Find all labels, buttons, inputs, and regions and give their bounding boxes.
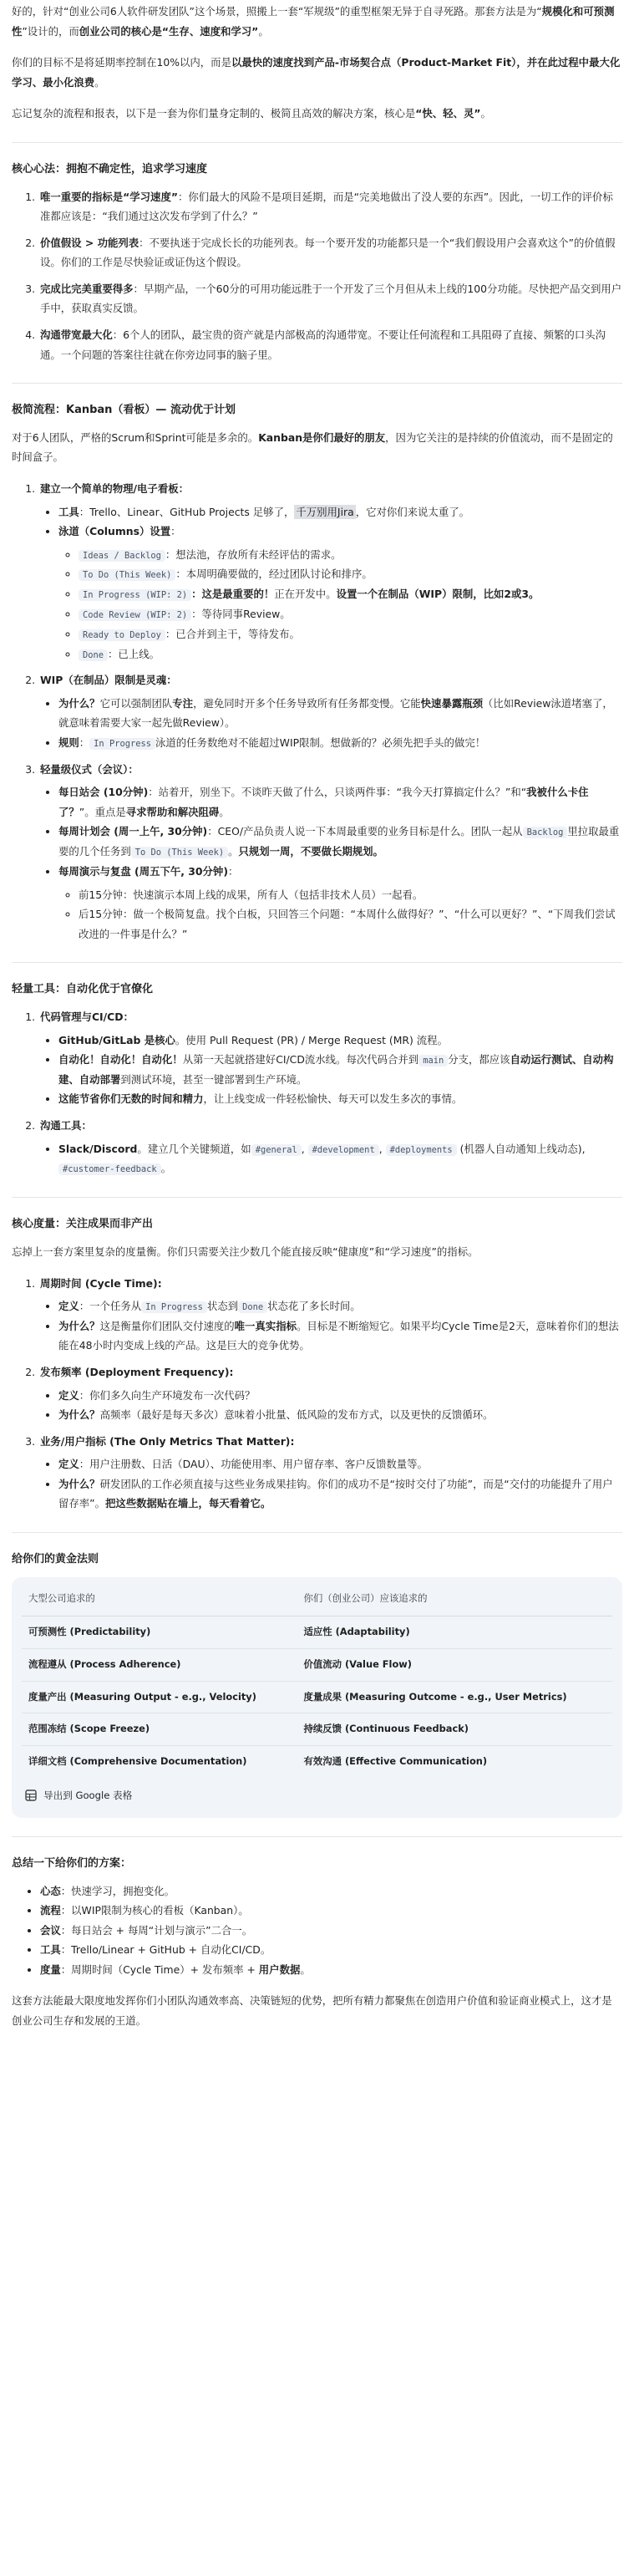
table-header: 大型公司追求的 <box>22 1582 297 1616</box>
list-item: • 为什么？研发团队的工作必须直接与这些业务成果挂钩。你们的成功不是“按时交付了功能”，而是“交付的功能提升了用户留存率”。把这些数据贴在墙上，每天看着它。 <box>58 1474 622 1514</box>
list-item: ◦ Done ：已上线。 <box>79 644 622 664</box>
export-label: 导出到 Google 表格 <box>43 1789 133 1801</box>
list-item: 1. 唯一重要的指标是“学习速度”：你们最大的风险不是项目延期，而是“完美地做出了没人要的东西”。因此，一切工作的评价标准都应该是：“我们通过这次发布学到了什么？” <box>38 187 622 227</box>
metrics-list <box>12 1274 622 1514</box>
intro-paragraph-1: 好的，针对“创业公司6人软件研发团队”这个场景，照搬上一套“军规级”的重型框架无异于自寻死路。那套方法是为“规模化和可预测性”设计的，而创业公司的核心是“生存、速度和学习”。 <box>12 5 615 38</box>
section-title: 给你们的黄金法则 <box>12 1552 99 1565</box>
list-item: • 度量：周期时间（Cycle Time）+ 发布频率 + 用户数据。 <box>40 1960 622 1980</box>
inline-code: main <box>418 1055 448 1067</box>
list-item: • 心态：快速学习，拥抱变化。 <box>40 1881 622 1901</box>
list-item: • 每周演示与复盘 (周五下午, 30分钟)： ◦ 前15分钟：快速演示本周上线的成果，所有人（包括非技术人员）一起看。 ◦ 后15分钟：做一个极简复盘。找个白板，只回答三个问题：“本周什么做得好？”、“什么可以更好？”、“下周我们尝试改进的一件事是什么？” <box>58 862 622 944</box>
list-item: • 定义：用户注册数、日活（DAU）、功能使用率、用户留存率、客户反馈数量等。 <box>58 1454 622 1474</box>
list-item: 1. 建立一个简单的物理/电子看板： • 工具：Trello、Linear、GitHub Projects 足够了， 千万别用Jira ，它对你们来说太重了。 • 泳道（Columns）设置： ◦ Ideas / Backlog ：想法池，存放所有未经评估的需求。 ◦ To Do (This Week) ：本周明确要做的，经过团队讨论和排序。 ◦ In Progress (WIP: 2) ：这是最重要的！正在开发中。设置一个在制品（WIP）限制，比如2或3。 ◦ Code Review (WIP: 2) ：等待同事Review。 ◦ Ready to Deploy ：已合并到主干，等待发布。 ◦ Done ：已上线。 <box>38 479 622 664</box>
closing-paragraph: 这套方法能最大限度地发挥你们小团队沟通效率高、决策链短的优势，把所有精力都聚焦在创造用户价值和验证商业模式上，这才是创业公司生存和发展的王道。 <box>12 1994 612 2027</box>
table-cell: 度量成果 (Measuring Outcome - e.g., User Metrics) <box>297 1681 612 1713</box>
metrics-intro: 忘掉上一套方案里复杂的度量衡。你们只需要关注少数几个能直接反映“健康度”和“学习速度”的指标。 <box>12 1245 479 1258</box>
section-title: 核心心法：拥抱不确定性，追求学习速度 <box>12 162 208 176</box>
list-item: • 工具：Trello/Linear + GitHub + 自动化CI/CD。 <box>40 1940 622 1960</box>
section-title: 轻量工具：自动化优于官僚化 <box>12 983 154 996</box>
section-metrics <box>12 1216 622 1514</box>
list-item: • 泳道（Columns）设置： ◦ Ideas / Backlog ：想法池，存放所有未经评估的需求。 ◦ To Do (This Week) ：本周明确要做的，经过团队讨论和排序。 ◦ In Progress (WIP: 2) ：这是最重要的！正在开发中。设置一个在制品（WIP）限制，比如2或3。 ◦ Code Review (WIP: 2) ：等待同事Review。 ◦ Ready to Deploy ：已合并到主干，等待发布。 ◦ Done ：已上线。 <box>58 522 622 664</box>
comparison-table-card <box>12 1577 622 1818</box>
list-item: ◦ In Progress (WIP: 2) ：这是最重要的！正在开发中。设置一个在制品（WIP）限制，比如2或3。 <box>79 584 622 604</box>
list-item: • GitHub/GitLab 是核心。使用 Pull Request (PR) / Merge Request (MR) 流程。 <box>58 1031 622 1051</box>
intro-paragraph-2: 你们的目标不是将延期率控制在10%以内，而是以最快的速度找到产品-市场契合点（Product-Market Fit），并在此过程中最大化学习、最小化浪费。 <box>12 56 621 89</box>
inline-code: Ideas / Backlog <box>79 550 165 562</box>
list-item: 1. 代码管理与CI/CD： • GitHub/GitLab 是核心。使用 Pull Request (PR) / Merge Request (MR) 流程。 • 自动化！自动化！自动化！从第一天起就搭建好CI/CD流水线。每次代码合并到 main 分支，都应该自动运行测试、自动构建、自动部署到测试环境，甚至一键部署到生产环境。 • 这能节省你们无数的时间和精力，让上线变成一件轻松愉快、每天可以发生多次的事情。 <box>38 1007 622 1109</box>
table-row <box>22 1649 612 1682</box>
section-core-mindset <box>12 161 622 364</box>
table-row <box>22 1681 612 1713</box>
divider <box>12 383 622 384</box>
list-item: 3. 轻量级仪式（会议）： • 每日站会 (10分钟)：站着开，别坐下。不谈昨天做了什么，只谈两件事：“我今天打算搞定什么？”和“我被什么卡住了？”。重点是寻求帮助和解决阻碍。 • 每周计划会 (周一上午, 30分钟)：CEO/产品负责人说一下本周最重要的业务目标是什么。团队一起从 Backlog 里拉取最重要的几个任务到 To Do (This Week) 。只规划一周，不要做长期规划。 • 每周演示与复盘 (周五下午, 30分钟)： ◦ 前15分钟：快速演示本周上线的成果，所有人（包括非技术人员）一起看。 ◦ 后15分钟：做一个极简复盘。找个白板，只回答三个问题：“本周什么做得好？”、“什么可以更好？”、“下周我们尝试改进的一件事是什么？” <box>38 760 622 944</box>
list-item: • 规则： In Progress 泳道的任务数绝对不能超过WIP限制。想做新的？必须先把手头的做完！ <box>58 733 622 753</box>
table-cell: 流程遵从 (Process Adherence) <box>22 1649 297 1682</box>
section-golden-rules <box>12 1551 622 1818</box>
list-item: • 会议：每日站会 + 每周“计划与演示”二合一。 <box>40 1921 622 1941</box>
section-summary <box>12 1856 622 2031</box>
inline-code: #development <box>308 1144 379 1156</box>
list-item: • 每周计划会 (周一上午, 30分钟)：CEO/产品负责人说一下本周最重要的业务目标是什么。团队一起从 Backlog 里拉取最重要的几个任务到 To Do (This Week) 。只规划一周，不要做长期规划。 <box>58 822 622 862</box>
list-item: ◦ To Do (This Week) ：本周明确要做的，经过团队讨论和排序。 <box>79 564 622 584</box>
table-header-row <box>22 1582 612 1616</box>
export-to-sheets-button[interactable] <box>22 1783 612 1808</box>
mindset-list <box>12 187 622 365</box>
inline-code: Backlog <box>523 827 568 838</box>
section-title: 核心度量：关注成果而非产出 <box>12 1218 154 1231</box>
section-title: 总结一下给你们的方案： <box>12 1856 132 1870</box>
google-sheets-icon <box>25 1789 37 1801</box>
list-item: • Slack/Discord。建立几个关键频道，如 #general , #development , #deployments (机器人自动通知上线动态), #customer-feedback 。 <box>58 1139 622 1179</box>
table-cell: 持续反馈 (Continuous Feedback) <box>297 1713 612 1746</box>
list-item: • 为什么？它可以强制团队专注，避免同时开多个任务导致所有任务都变慢。它能快速暴露瓶颈（比如Review泳道堵塞了，就意味着需要大家一起先做Review）。 <box>58 694 622 733</box>
table-cell: 价值流动 (Value Flow) <box>297 1649 612 1682</box>
list-item: 1. 周期时间 (Cycle Time): • 定义：一个任务从 In Progress 状态到 Done 状态花了多长时间。 • 为什么？这是衡量你们团队交付速度的唯一真实指标。目标是不断缩短它。如果平均Cycle Time是2天，意味着你们的想法能在48小时内变成上线的产品。这是巨大的竞争优势。 <box>38 1274 622 1356</box>
list-item: 2. 发布频率 (Deployment Frequency): • 定义：你们多久向生产环境发布一次代码？ • 为什么？高频率（最好是每天多次）意味着小批量、低风险的发布方式，以及更快的反馈循环。 <box>38 1362 622 1425</box>
list-item: • 每日站会 (10分钟)：站着开，别坐下。不谈昨天做了什么，只谈两件事：“我今天打算搞定什么？”和“我被什么卡住了？”。重点是寻求帮助和解决阻碍。 <box>58 782 622 822</box>
divider <box>12 1197 622 1198</box>
comparison-table <box>22 1582 612 1778</box>
list-item: • 这能节省你们无数的时间和精力，让上线变成一件轻松愉快、每天可以发生多次的事情。 <box>58 1089 622 1109</box>
list-item: • 定义：一个任务从 In Progress 状态到 Done 状态花了多长时间。 <box>58 1296 622 1316</box>
list-item: • 流程：以WIP限制为核心的看板（Kanban）。 <box>40 1901 622 1921</box>
inline-code: Ready to Deploy <box>79 629 165 641</box>
table-cell: 适应性 (Adaptability) <box>297 1616 612 1649</box>
kanban-list <box>12 479 622 944</box>
table-cell: 有效沟通 (Effective Communication) <box>303 1755 488 1768</box>
list-item: ◦ Ready to Deploy ：已合并到主干，等待发布。 <box>79 624 622 644</box>
list-item: 3. 业务/用户指标 (The Only Metrics That Matter): • 定义：用户注册数、日活（DAU）、功能使用率、用户留存率、客户反馈数量等。 • 为什么？研发团队的工作必须直接与这些业务成果挂钩。你们的成功不是“按时交付了功能”，而是“交付的功能提升了用户留存率”。把这些数据贴在墙上，每天看着它。 <box>38 1432 622 1514</box>
summary-list <box>12 1881 622 1980</box>
list-item: ◦ Ideas / Backlog ：想法池，存放所有未经评估的需求。 <box>79 545 622 565</box>
inline-code: In Progress <box>141 1301 207 1313</box>
list-item: • 自动化！自动化！自动化！从第一天起就搭建好CI/CD流水线。每次代码合并到 main 分支，都应该自动运行测试、自动构建、自动部署到测试环境，甚至一键部署到生产环境。 <box>58 1050 622 1089</box>
list-item: 3. 完成比完美重要得多：早期产品，一个60分的可用功能远胜于一个开发了三个月但从未上线的100分功能。尽快把产品交到用户手中，获取真实反馈。 <box>38 279 622 318</box>
list-item: ◦ Code Review (WIP: 2) ：等待同事Review。 <box>79 604 622 624</box>
list-item: ◦ 前15分钟：快速演示本周上线的成果，所有人（包括非技术人员）一起看。 <box>79 885 622 905</box>
inline-code: To Do (This Week) <box>131 847 228 858</box>
divider <box>12 1836 622 1837</box>
table-row <box>22 1746 612 1778</box>
inline-code: In Progress (WIP: 2) <box>79 589 191 601</box>
list-item: 4. 沟通带宽最大化：6个人的团队，最宝贵的资产就是内部极高的沟通带宽。不要让任何流程和工具阻碍了直接、频繁的口头沟通。一个问题的答案往往就在你旁边同事的脑子里。 <box>38 325 622 364</box>
table-cell: 度量产出 (Measuring Output - e.g., Velocity) <box>22 1681 297 1713</box>
inline-code: In Progress <box>89 738 155 750</box>
table-header: 你们（创业公司）应该追求的 <box>297 1582 612 1616</box>
list-item: 2. 沟通工具： • Slack/Discord。建立几个关键频道，如 #general , #development , #deployments (机器人自动通知上线动态), #customer-feedback 。 <box>38 1116 622 1179</box>
divider <box>12 1532 622 1533</box>
section-tools <box>12 981 622 1179</box>
table-row <box>22 1616 612 1649</box>
divider <box>12 142 622 143</box>
list-item: ◦ 后15分钟：做一个极简复盘。找个白板，只回答三个问题：“本周什么做得好？”、“什么可以更好？”、“下周我们尝试改进的一件事是什么？” <box>79 904 622 944</box>
inline-code: #deployments <box>386 1144 457 1156</box>
list-item: 2. 价值假设 > 功能列表：不要执迷于完成长长的功能列表。每一个要开发的功能都只是一个“我们假设用户会喜欢这个”的价值假设。你们的工作是尽快验证或证伪这个假设。 <box>38 233 622 272</box>
highlighted-text: 千万别用Jira <box>296 505 354 518</box>
list-item: • 定义：你们多久向生产环境发布一次代码？ <box>58 1386 622 1406</box>
list-item: 2. WIP（在制品）限制是灵魂： • 为什么？它可以强制团队专注，避免同时开多个任务导致所有任务都变慢。它能快速暴露瓶颈（比如Review泳道堵塞了，就意味着需要大家一起先做Review）。 • 规则： In Progress 泳道的任务数绝对不能超过WIP限制。想做新的？必须先把手头的做完！ <box>38 670 622 752</box>
list-item: • 为什么？高频率（最好是每天多次）意味着小批量、低风险的发布方式，以及更快的反馈循环。 <box>58 1405 622 1425</box>
inline-code: #customer-feedback <box>58 1163 161 1175</box>
inline-code: To Do (This Week) <box>79 569 175 581</box>
tools-list <box>12 1007 622 1179</box>
intro-paragraph-3: 忘记复杂的流程和报表，以下是一套为你们量身定制的、极简且高效的解决方案，核心是“快、轻、灵”。 <box>12 107 491 120</box>
inline-code: Code Review (WIP: 2) <box>79 609 191 621</box>
inline-code: Done <box>79 649 108 661</box>
section-kanban <box>12 402 622 944</box>
section-title: 极简流程：Kanban（看板）— 流动优于计划 <box>12 404 236 417</box>
divider <box>12 962 622 963</box>
table-cell: 范围冻结 (Scope Freeze) <box>22 1713 297 1746</box>
inline-code: Done <box>238 1301 267 1313</box>
table-row <box>22 1713 612 1746</box>
inline-code: #general <box>251 1144 302 1156</box>
table-cell: 详细文档 (Comprehensive Documentation) <box>28 1755 247 1768</box>
table-cell: 可预测性 (Predictability) <box>22 1616 297 1649</box>
list-item: • 为什么？这是衡量你们团队交付速度的唯一真实指标。目标是不断缩短它。如果平均Cycle Time是2天，意味着你们的想法能在48小时内变成上线的产品。这是巨大的竞争优势。 <box>58 1316 622 1356</box>
kanban-intro: 对于6人团队，严格的Scrum和Sprint可能是多余的。Kanban是你们最好的朋友，因为它关注的是持续的价值流动，而不是固定的时间盒子。 <box>12 430 613 464</box>
list-item: • 工具：Trello、Linear、GitHub Projects 足够了， 千万别用Jira ，它对你们来说太重了。 <box>58 502 622 522</box>
